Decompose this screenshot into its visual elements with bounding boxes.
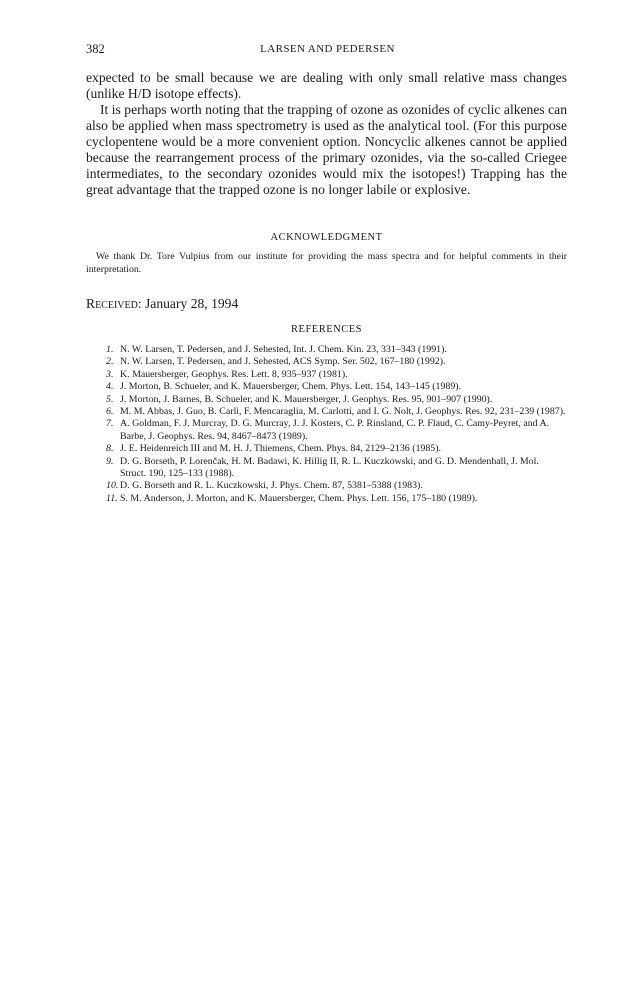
reference-item bbox=[86, 456, 567, 481]
reference-text: M. M. Abbas, J. Guo, B. Carli, F. Mencaraglia, M. Carlotti, and I. G. Nolt, J. Geophys. Res. 92, 231–239 (1987). bbox=[120, 406, 566, 418]
references-list bbox=[86, 344, 567, 505]
running-head: LARSEN AND PEDERSEN bbox=[260, 43, 395, 55]
reference-number: 10. bbox=[106, 480, 119, 492]
reference-text: S. M. Anderson, J. Morton, and K. Mauersberger, Chem. Phys. Lett. 156, 175–180 (1989). bbox=[120, 492, 478, 504]
reference-number: 2. bbox=[106, 356, 114, 368]
reference-number: 4. bbox=[106, 381, 114, 393]
received-label: Received bbox=[86, 296, 138, 311]
page-number: 382 bbox=[86, 42, 105, 56]
reference-number: 6. bbox=[106, 406, 114, 418]
reference-text: N. W. Larsen, T. Pedersen, and J. Sehested, ACS Symp. Ser. 502, 167–180 (1992). bbox=[120, 356, 446, 368]
reference-number: 7. bbox=[106, 418, 114, 430]
reference-number: 9. bbox=[106, 455, 114, 467]
reference-item bbox=[86, 344, 567, 356]
reference-text: N. W. Larsen, T. Pedersen, and J. Sehested, Int. J. Chem. Kin. 23, 331–343 (1991). bbox=[120, 344, 447, 355]
reference-number: 8. bbox=[106, 443, 114, 455]
reference-item bbox=[86, 394, 567, 406]
reference-number: 1. bbox=[106, 344, 114, 355]
reference-text: D. G. Borseth and R. L. Kuczkowski, J. Phys. Chem. 87, 5381–5388 (1983). bbox=[120, 480, 423, 492]
reference-text: J. Morton, B. Schueler, and K. Mauersberger, Chem. Phys. Lett. 154, 143–145 (1989). bbox=[120, 381, 462, 393]
reference-item bbox=[86, 418, 567, 443]
acknowledgment-heading: ACKNOWLEDGMENT bbox=[270, 232, 383, 243]
paragraph: It is perhaps worth noting that the trapping of ozone as ozonides of cyclic alkenes can also be applied when mass spectrometry is used as the analytical tool. (For this purpose cyclopentene would be a more convenient option. Noncyclic alkenes cannot be applied because the rearrangement process of the primary ozonides, via the so-called Criegee intermediates, to the secondary ozonides would mix the isotopes!) Trapping has the great advantage that the trapped ozone is no longer labile or explosive. bbox=[86, 102, 567, 197]
received-date bbox=[86, 296, 238, 312]
reference-text: D. G. Borseth, P. Lorenčak, H. M. Badawi, K. Hillig II, R. L. Kuczkowski, and G. D. Mendenhall, J. Mol. Struct. 190, 125–133 (1988). bbox=[120, 455, 539, 480]
reference-item bbox=[86, 406, 567, 418]
reference-item bbox=[86, 356, 567, 368]
reference-text: J. E. Heidenreich III and M. H. J. Thiemens, Chem. Phys. 84, 2129–2136 (1985). bbox=[120, 443, 441, 455]
reference-number: 11. bbox=[106, 492, 118, 504]
paragraph: expected to be small because we are dealing with only small relative mass changes (unlike H/D isotope effects). bbox=[86, 70, 567, 101]
page-header bbox=[86, 42, 569, 58]
reference-item bbox=[86, 381, 567, 393]
body-text bbox=[86, 70, 567, 198]
reference-item bbox=[86, 480, 567, 492]
reference-item bbox=[86, 493, 567, 505]
reference-number: 3. bbox=[106, 368, 114, 380]
reference-text: A. Goldman, F. J. Murcray, D. G. Murcray, J. J. Kosters, C. P. Rinsland, C. P. Flaud, C. Camy-Peyret, and A. Barbe, J. Geophys. Res. 94, 8467–8473 (1989). bbox=[120, 418, 550, 442]
references-heading: REFERENCES bbox=[291, 324, 362, 335]
reference-item bbox=[86, 369, 567, 381]
reference-item bbox=[86, 443, 567, 455]
reference-text: J. Morton, J. Barnes, B. Schueler, and K. Mauersberger, J. Geophys. Res. 95, 901–907 (1990). bbox=[120, 393, 493, 405]
acknowledgment-text: We thank Dr. Tore Vulpius from our institute for providing the mass spectra and for helpful comments in their interpretation. bbox=[86, 251, 567, 275]
reference-text: K. Mauersberger, Geophys. Res. Lett. 8, 935–937 (1981). bbox=[120, 368, 348, 380]
received-date-value: : January 28, 1994 bbox=[137, 296, 239, 311]
reference-number: 5. bbox=[106, 393, 114, 405]
